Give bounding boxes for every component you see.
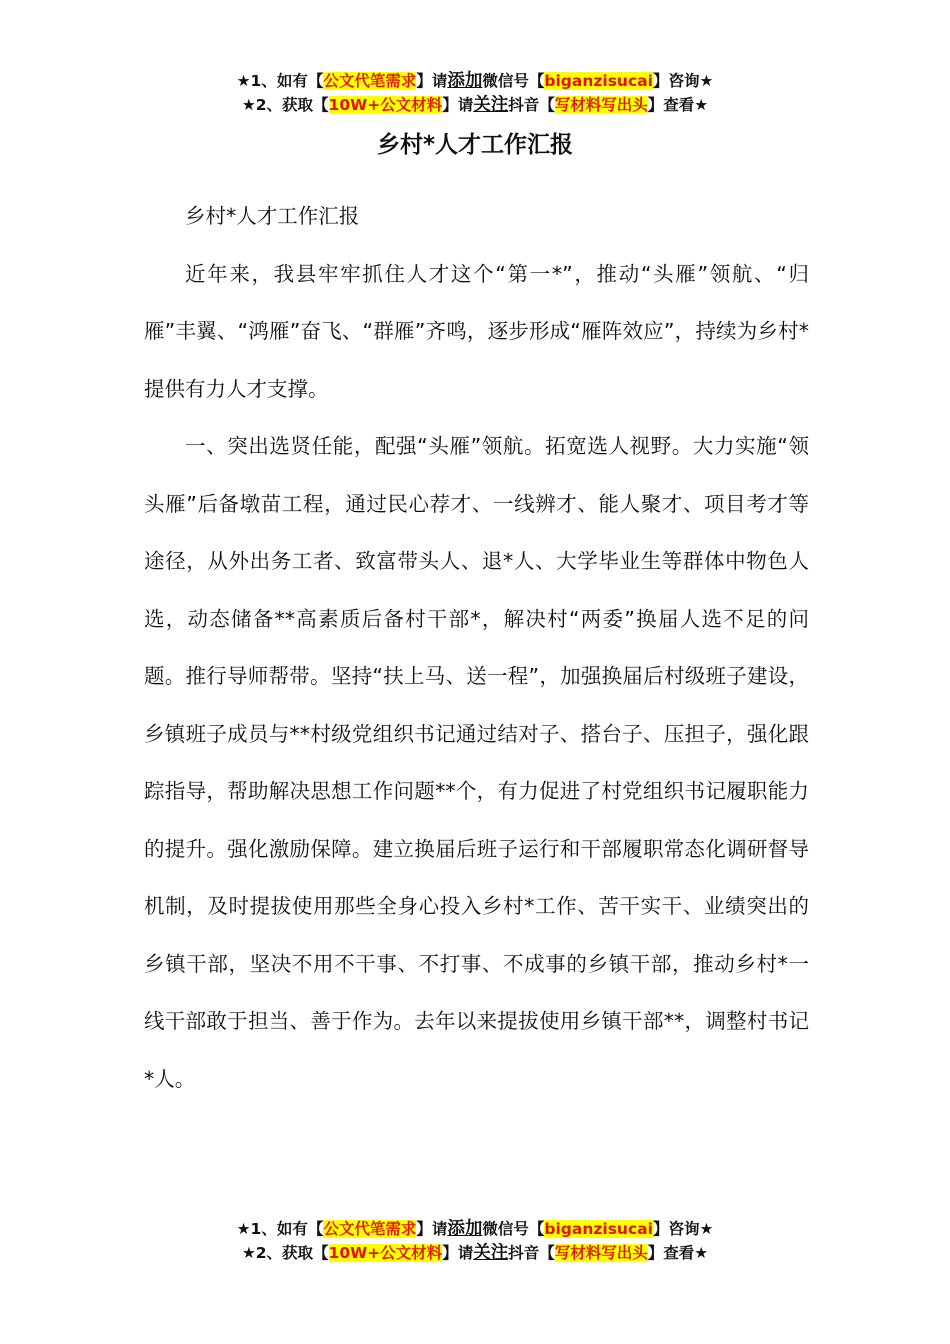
- document-body: [144, 188, 809, 1108]
- paragraph-section-1: 一、突出选贤任能，配强“头雁”领航。拓宽选人视野。大力实施“领头雁”后备墩苗工程，通过民心荐才、一线辨才、能人聚才、项目考才等途径，从外出务工者、致富带头人、退*人、大学毕业生等群体中物色人选，动态储备**高素质后备村干部*，解决村“两委”换届人选不足的问题。推行导师帮带。坚持“扶上马、送一程”，加强换届后村级班子建设，乡镇班子成员与**村级党组织书记通过结对子、搭台子、压担子，强化跟踪指导，帮助解决思想工作问题**个，有力促进了村党组织书记履职能力的提升。强化激励保障。建立换届后班子运行和干部履职常态化调研督导机制，及时提拔使用那些全身心投入乡村*工作、苦干实干、业绩突出的乡镇干部，坚决不用不干事、不打事、不成事的乡镇干部，推动乡村*一线干部敢于担当、善于作为。去年以来提拔使用乡镇干部**，调整村书记*人。: [144, 434, 809, 1091]
- highlight-text: 10W+公文材料: [328, 1244, 443, 1262]
- underlined-text: 关注: [473, 95, 509, 115]
- underlined-text: 添加: [447, 1219, 483, 1239]
- wechat-id-highlight: biganzisucai: [544, 1220, 653, 1238]
- douyin-id-highlight: 写材料写出头: [554, 96, 648, 114]
- highlight-text: 10W+公文材料: [328, 96, 443, 114]
- paragraph-intro: 近年来，我县牢牢抓住人才这个“第一*”，推动“头雁”领航、“归雁”丰翼、“鸿雁”奋飞、“群雁”齐鸣，逐步形成“雁阵效应”，持续为乡村*提供有力人才支撑。: [144, 261, 809, 401]
- document-title: 乡村*人才工作汇报: [376, 132, 574, 158]
- highlight-text: 公文代笔需求: [323, 1220, 417, 1238]
- highlight-text: 公文代笔需求: [323, 72, 417, 90]
- underlined-text: 关注: [473, 1243, 509, 1263]
- banner-line-2: ★2、获取【10W+公文材料】请关注抖音【写材料写出头】查看★: [241, 1243, 709, 1263]
- wechat-id-highlight: biganzisucai: [544, 72, 653, 90]
- banner-line-1: ★1、如有【公文代笔需求】请添加微信号【biganzisucai】咨询★: [236, 71, 714, 91]
- banner-line-2: ★2、获取【10W+公文材料】请关注抖音【写材料写出头】查看★: [241, 95, 709, 115]
- douyin-id-highlight: 写材料写出头: [554, 1244, 648, 1262]
- footer-banner: [0, 1217, 950, 1265]
- paragraph-subtitle: 乡村*人才工作汇报: [185, 204, 360, 228]
- underlined-text: 添加: [447, 71, 483, 91]
- header-banner: [0, 69, 950, 117]
- banner-line-1: ★1、如有【公文代笔需求】请添加微信号【biganzisucai】咨询★: [236, 1219, 714, 1239]
